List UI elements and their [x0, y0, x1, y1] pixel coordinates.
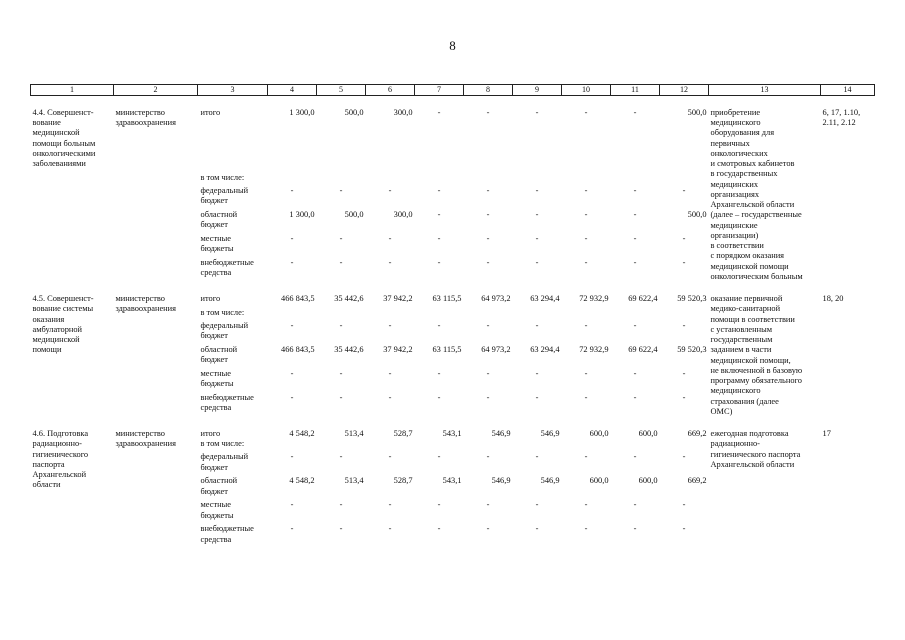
funding-value: 600,0: [589, 476, 609, 486]
funding-value: -: [584, 186, 588, 195]
funding-value: 669,2: [687, 476, 707, 486]
funding-value: -: [388, 393, 392, 402]
target-indicators: 17: [822, 429, 831, 438]
funding-value: -: [633, 369, 637, 378]
funding-value: -: [339, 258, 343, 267]
funding-value: -: [486, 452, 490, 462]
funding-value: -: [388, 186, 392, 195]
funding-value: -: [339, 452, 343, 462]
column-number-9: 9: [513, 85, 562, 96]
funding-value: [268, 308, 317, 321]
column-number-6: 6: [366, 85, 415, 96]
funding-value: 69 622,4: [628, 294, 658, 303]
funding-value: -: [633, 452, 637, 462]
funding-value: 500,0: [687, 210, 707, 219]
funding-value: -: [486, 210, 490, 219]
funding-value: 528,7: [393, 429, 413, 438]
funding-value: [660, 308, 709, 321]
funding-value: -: [290, 524, 294, 534]
funding-value: -: [486, 369, 490, 378]
funding-value: -: [633, 321, 637, 330]
funding-value: -: [584, 107, 588, 117]
funding-value: -: [682, 369, 686, 378]
funding-value: -: [437, 500, 441, 510]
funding-value: -: [437, 393, 441, 402]
funding-source: внебюджетные средства: [200, 393, 254, 413]
funding-value: 500,0: [687, 107, 707, 117]
funding-value: -: [388, 321, 392, 330]
funding-value: -: [486, 500, 490, 510]
funding-value: -: [682, 258, 686, 267]
funding-value: -: [290, 500, 294, 510]
funding-value: [660, 173, 709, 186]
funding-value: -: [535, 524, 539, 534]
funding-source: местные бюджеты: [200, 234, 234, 254]
funding-value: 72 932,9: [579, 345, 609, 354]
funding-value: [513, 173, 562, 186]
event-name: 4.4. Совершенст- вование медицинской помощи больным онкологическими заболеваниями: [32, 107, 96, 168]
funding-value: -: [388, 500, 392, 510]
funding-value: 543,1: [442, 429, 462, 438]
funding-value: [366, 308, 415, 321]
funding-value: [611, 439, 660, 452]
funding-source: областной бюджет: [200, 476, 238, 496]
funding-value: -: [584, 369, 588, 378]
funding-source: внебюджетные средства: [200, 524, 254, 544]
funding-value: -: [339, 234, 343, 243]
funding-value: [366, 439, 415, 452]
responsible-executor: министерство здравоохранения: [115, 294, 176, 314]
funding-value: -: [290, 321, 294, 330]
funding-value: -: [437, 452, 441, 462]
funding-value: -: [437, 258, 441, 267]
funding-value: -: [437, 107, 441, 117]
funding-value: -: [535, 369, 539, 378]
funding-value: 64 973,2: [481, 294, 511, 303]
funding-value: -: [388, 369, 392, 378]
funding-value: [268, 173, 317, 186]
column-number-4: 4: [268, 85, 317, 96]
funding-value: -: [339, 369, 343, 378]
funding-value: [513, 308, 562, 321]
funding-value: 546,9: [491, 476, 511, 486]
funding-value: -: [437, 210, 441, 219]
funding-value: [268, 439, 317, 452]
funding-value: [562, 439, 611, 452]
expected-result: ежегодная подготовка радиационно- гигиенического паспорта Архангельской области: [710, 429, 801, 469]
funding-source: федеральный бюджет: [200, 186, 249, 206]
funding-value: 37 942,2: [383, 294, 413, 303]
funding-value: -: [535, 393, 539, 402]
program-table: [30, 84, 875, 548]
funding-value: -: [633, 393, 637, 402]
funding-value: 64 973,2: [481, 345, 511, 354]
funding-value: -: [290, 369, 294, 378]
funding-value: -: [584, 234, 588, 243]
funding-value: 466 843,5: [281, 294, 315, 303]
target-indicators: 18, 20: [822, 294, 844, 303]
event-name: 4.5. Совершенст- вование системы оказания амбулаторной медицинской помощи: [32, 294, 94, 355]
funding-value: 300,0: [393, 210, 413, 219]
funding-value: [464, 308, 513, 321]
funding-value: -: [633, 234, 637, 243]
funding-value: 63 115,5: [432, 294, 462, 303]
funding-value: -: [535, 258, 539, 267]
funding-value: [366, 173, 415, 186]
funding-value: [660, 439, 709, 452]
funding-value: 513,4: [344, 429, 364, 438]
funding-value: [464, 439, 513, 452]
funding-value: -: [290, 234, 294, 243]
funding-value: -: [535, 210, 539, 219]
funding-value: -: [633, 524, 637, 534]
funding-value: 300,0: [393, 107, 413, 117]
column-number-7: 7: [415, 85, 464, 96]
funding-source: федеральный бюджет: [200, 452, 249, 472]
funding-value: 35 442,6: [334, 294, 364, 303]
funding-row: [31, 95, 875, 173]
funding-value: -: [339, 524, 343, 534]
funding-source: в том числе:: [200, 439, 245, 449]
funding-source: итого: [200, 429, 221, 438]
funding-value: -: [339, 393, 343, 402]
funding-row: [31, 282, 875, 308]
column-number-13: 13: [709, 85, 821, 96]
funding-value: [415, 308, 464, 321]
funding-value: -: [486, 524, 490, 534]
funding-value: -: [633, 500, 637, 510]
funding-value: 546,9: [540, 476, 560, 486]
funding-value: -: [437, 186, 441, 195]
funding-value: 1 300,0: [289, 107, 315, 117]
funding-value: 546,9: [491, 429, 511, 438]
funding-value: -: [339, 186, 343, 195]
funding-value: -: [584, 393, 588, 402]
funding-value: -: [682, 393, 686, 402]
funding-value: -: [633, 107, 637, 117]
funding-source: местные бюджеты: [200, 500, 234, 520]
funding-value: -: [388, 258, 392, 267]
funding-value: 528,7: [393, 476, 413, 486]
funding-value: 500,0: [344, 210, 364, 219]
funding-value: -: [437, 369, 441, 378]
funding-value: [464, 173, 513, 186]
funding-value: -: [486, 107, 490, 117]
funding-value: -: [584, 524, 588, 534]
event-name: 4.6. Подготовка радиационно- гигиенического паспорта Архангельской области: [32, 429, 89, 490]
funding-value: -: [486, 234, 490, 243]
funding-value: 63 294,4: [530, 294, 560, 303]
funding-value: -: [486, 258, 490, 267]
funding-value: 4 548,2: [289, 429, 315, 438]
funding-value: 543,1: [442, 476, 462, 486]
funding-row: [31, 417, 875, 439]
funding-value: 35 442,6: [334, 345, 364, 354]
funding-value: -: [633, 210, 637, 219]
funding-value: 59 520,3: [677, 294, 707, 303]
funding-value: -: [339, 500, 343, 510]
funding-value: -: [633, 186, 637, 195]
column-number-5: 5: [317, 85, 366, 96]
funding-value: -: [339, 321, 343, 330]
funding-source: местные бюджеты: [200, 369, 234, 389]
funding-value: -: [388, 524, 392, 534]
funding-value: -: [290, 258, 294, 267]
expected-result: оказание первичной медико-санитарной помощи в соответствии с установленным государственным заданием в части медицинской помощи, не включенной в базовую программу обязательного медицинского страхования (далее ОМС): [710, 294, 803, 416]
funding-value: [317, 439, 366, 452]
funding-value: -: [290, 186, 294, 195]
funding-value: 600,0: [638, 429, 658, 438]
column-number-10: 10: [562, 85, 611, 96]
funding-value: 4 548,2: [289, 476, 315, 486]
funding-value: 63 294,4: [530, 345, 560, 354]
funding-value: -: [682, 321, 686, 330]
funding-value: [317, 173, 366, 186]
funding-value: [415, 439, 464, 452]
funding-value: -: [682, 234, 686, 243]
column-numbers-header: [31, 85, 875, 96]
funding-value: -: [437, 321, 441, 330]
column-number-14: 14: [821, 85, 875, 96]
funding-value: -: [682, 524, 686, 534]
funding-value: -: [584, 500, 588, 510]
funding-source: итого: [200, 294, 221, 303]
funding-value: [611, 308, 660, 321]
table-body: [31, 95, 875, 548]
funding-value: 1 300,0: [289, 210, 315, 219]
funding-value: -: [535, 186, 539, 195]
funding-value: 546,9: [540, 429, 560, 438]
column-number-12: 12: [660, 85, 709, 96]
funding-value: -: [388, 234, 392, 243]
column-number-8: 8: [464, 85, 513, 96]
funding-value: 37 942,2: [383, 345, 413, 354]
funding-value: [415, 173, 464, 186]
funding-value: 600,0: [638, 476, 658, 486]
target-indicators: 6, 17, 1.10, 2.11, 2.12: [822, 107, 861, 127]
funding-source: итого: [200, 107, 221, 117]
funding-value: -: [290, 452, 294, 462]
funding-source: в том числе:: [200, 308, 245, 317]
funding-value: -: [584, 321, 588, 330]
funding-value: -: [535, 234, 539, 243]
funding-value: -: [388, 452, 392, 462]
funding-value: -: [584, 452, 588, 462]
responsible-executor: министерство здравоохранения: [115, 429, 176, 449]
funding-source: областной бюджет: [200, 345, 238, 365]
funding-value: [513, 439, 562, 452]
funding-value: 500,0: [344, 107, 364, 117]
funding-value: 69 622,4: [628, 345, 658, 354]
funding-value: 466 843,5: [281, 345, 315, 354]
funding-value: 59 520,3: [677, 345, 707, 354]
funding-value: -: [682, 186, 686, 195]
funding-source: областной бюджет: [200, 210, 238, 230]
funding-value: -: [584, 258, 588, 267]
funding-value: -: [584, 210, 588, 219]
funding-value: -: [682, 452, 686, 462]
funding-source: в том числе:: [200, 173, 245, 182]
funding-value: [562, 173, 611, 186]
funding-source: федеральный бюджет: [200, 321, 249, 341]
funding-value: -: [535, 107, 539, 117]
funding-value: -: [682, 500, 686, 510]
column-number-2: 2: [114, 85, 198, 96]
funding-value: 600,0: [589, 429, 609, 438]
funding-value: -: [486, 321, 490, 330]
funding-value: 669,2: [687, 429, 707, 438]
column-number-3: 3: [198, 85, 268, 96]
expected-result: приобретение медицинского оборудования для первичных онкологических и смотровых кабинетов в государственных медицинских организациях Архангельской области (далее – государственные медицинские организации) в соответствии с порядком оказания медицинской помощи онкологическим больным: [710, 107, 803, 281]
funding-value: [317, 308, 366, 321]
funding-value: 513,4: [344, 476, 364, 486]
funding-value: -: [486, 393, 490, 402]
funding-source: внебюджетные средства: [200, 258, 254, 278]
funding-value: -: [437, 234, 441, 243]
funding-value: [562, 308, 611, 321]
funding-value: -: [290, 393, 294, 402]
funding-value: -: [535, 452, 539, 462]
funding-value: -: [535, 500, 539, 510]
responsible-executor: министерство здравоохранения: [115, 107, 176, 127]
column-number-11: 11: [611, 85, 660, 96]
funding-value: [611, 173, 660, 186]
funding-value: -: [633, 258, 637, 267]
funding-value: 63 115,5: [432, 345, 462, 354]
funding-value: 72 932,9: [579, 294, 609, 303]
column-number-1: 1: [31, 85, 114, 96]
funding-value: -: [486, 186, 490, 195]
funding-value: -: [437, 524, 441, 534]
page-number: 8: [449, 38, 456, 53]
funding-value: -: [535, 321, 539, 330]
